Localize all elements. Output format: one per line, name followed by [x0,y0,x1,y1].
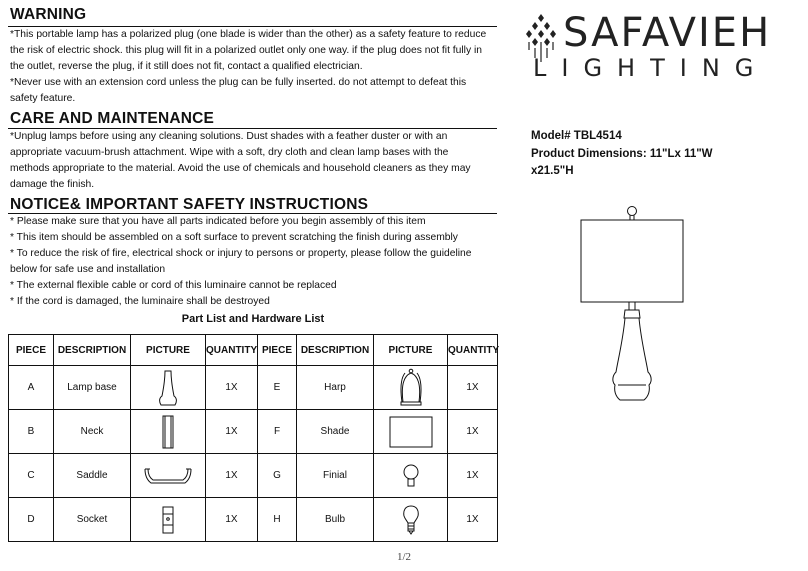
shade-icon [389,416,433,448]
quantity-cell: 1X [448,498,498,542]
picture-cell [374,410,448,454]
header-piece: PIECE [258,335,297,366]
product-dimensions-height: x21.5"H [531,165,574,177]
header-description: DESCRIPTION [54,335,131,366]
model-number: Model# TBL4514 [531,130,622,142]
header-picture: PICTURE [131,335,206,366]
piece-cell: E [258,366,297,410]
warning-line: the outlet, reverse the plug, if it still does not fit, contact a qualified electrician. [10,61,363,72]
warning-line: *Never use with an extension cord unless the plug can be fully inserted. do not attempt to defeat this [10,77,467,88]
header-quantity: QUANTITY [206,335,258,366]
bulb-icon [402,504,420,536]
picture-cell [131,454,206,498]
warning-line: *This portable lamp has a polarized plug (one blade is wider than the other) as a safety feature to reduce [10,29,487,40]
piece-cell: D [9,498,54,542]
product-dimensions: Product Dimensions: 11"Lx 11"W [531,147,713,160]
description-cell: Bulb [297,498,374,542]
header-description: DESCRIPTION [297,335,374,366]
care-text [10,129,471,193]
warning-line: safety feature. [10,93,76,104]
notice-line: * The external flexible cable or cord of this luminaire cannot be replaced [10,280,337,291]
care-line: methods appropriate to the material. Avoid the use of chemicals and household cleaners as they may [10,163,471,174]
warning-line: the risk of electric shock. this plug will fit in a polarized outlet only one way. if the plug does not fit fully in [10,45,482,56]
harp-icon [397,368,425,408]
warning-text [10,27,486,107]
table-row [9,498,498,542]
quantity-cell: 1X [206,454,258,498]
piece-cell: F [258,410,297,454]
piece-cell: B [9,410,54,454]
lamp-base-icon [156,369,180,407]
picture-cell [131,366,206,410]
brand-logo [525,12,805,92]
description-cell: Socket [54,498,131,542]
notice-line: below for safe use and installation [10,264,166,275]
quantity-cell: 1X [448,454,498,498]
care-line: *Unplug lamps before using any cleaning solutions. Dust shades with a feather duster or with an [10,131,448,142]
finial-icon [401,463,421,489]
care-line: appropriate vacuum-brush attachment. Wipe with a soft, dry cloth and clean lamp bases with the [10,147,449,158]
quantity-cell: 1X [206,366,258,410]
notice-line: * Please make sure that you have all parts indicated before you begin assembly of this item [10,216,426,227]
picture-cell [374,454,448,498]
table-row [9,366,498,410]
quantity-cell: 1X [206,410,258,454]
description-cell: Lamp base [54,366,131,410]
description-cell: Finial [297,454,374,498]
product-spec [531,128,713,181]
header-quantity: QUANTITY [448,335,498,366]
notice-line: * To reduce the risk of fire, electrical shock or injury to persons or property, please follow the guideline [10,248,472,259]
logo-brand-name: SAFAVIEH [563,10,772,56]
notice-line: * If the cord is damaged, the luminaire shall be destroyed [10,296,270,307]
page-number: 1/2 [396,551,412,563]
notice-line: * This item should be assembled on a soft surface to prevent scratching the finish during assembly [10,232,458,243]
neck-icon [161,414,175,450]
picture-cell [131,498,206,542]
logo-sub-name: LIGHTING [533,54,769,82]
piece-cell: A [9,366,54,410]
table-row [9,454,498,498]
piece-cell: C [9,454,54,498]
picture-cell [374,366,448,410]
quantity-cell: 1X [448,366,498,410]
warning-title: WARNING [10,6,87,23]
saddle-icon [142,465,194,487]
description-cell: Saddle [54,454,131,498]
care-title: CARE AND MAINTENANCE [10,110,215,127]
quantity-cell: 1X [448,410,498,454]
description-cell: Neck [54,410,131,454]
header-picture: PICTURE [374,335,448,366]
notice-title: NOTICE& IMPORTANT SAFETY INSTRUCTIONS [10,196,369,213]
picture-cell [131,410,206,454]
care-line: damage the finish. [10,179,95,190]
socket-icon [160,505,176,535]
table-row [9,410,498,454]
picture-cell [374,498,448,542]
parts-table [8,334,498,542]
quantity-cell: 1X [206,498,258,542]
piece-cell: H [258,498,297,542]
parts-table-title: Part List and Hardware List [181,313,325,325]
table-header-row [9,335,498,366]
lamp-illustration-icon [568,200,698,410]
description-cell: Shade [297,410,374,454]
description-cell: Harp [297,366,374,410]
piece-cell: G [258,454,297,498]
notice-text [10,214,472,310]
header-piece: PIECE [9,335,54,366]
